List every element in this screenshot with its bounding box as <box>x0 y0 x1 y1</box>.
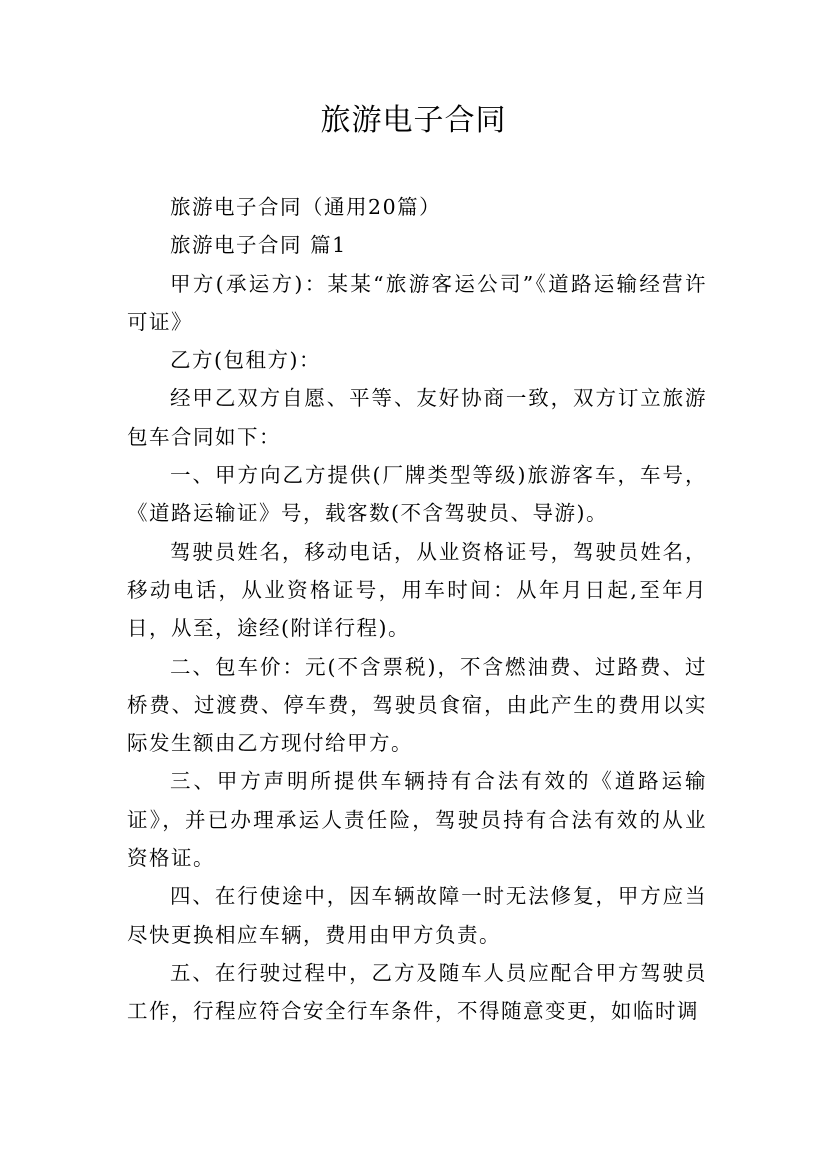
paragraph-party-b: 乙方(包租方)： <box>170 348 322 373</box>
paragraph-party-a: 甲方(承运方)：某某“旅游客运公司”《道路运输经营许可证》 <box>127 271 707 334</box>
document-body <box>127 188 707 1031</box>
paragraph-clause-3: 三、甲方声明所提供车辆持有合法有效的《道路运输证》，并已办理承运人责任险，驾驶员持有合法有效的从业资格证。 <box>127 769 707 871</box>
paragraph-clause-5: 五、在行驶过程中，乙方及随车人员应配合甲方驾驶员工作，行程应符合安全行车条件，不得随意变更，如临时调 <box>127 960 707 1024</box>
paragraph-clause-1: 一、甲方向乙方提供(厂牌类型等级)旅游客车，车号，《道路运输证》号，载客数(不含驾驶员、导游)。 <box>127 463 707 526</box>
document-title: 旅游电子合同 <box>320 103 507 138</box>
paragraph-clause-2: 二、包车价：元(不含票税)，不含燃油费、过路费、过桥费、过渡费、停车费，驾驶员食宿，由此产生的费用以实际发生额由乙方现付给甲方。 <box>127 654 707 756</box>
paragraph-section-label: 旅游电子合同 篇1 <box>170 233 347 258</box>
paragraph-agreement: 经甲乙双方自愿、平等、友好协商一致，双方订立旅游包车合同如下： <box>127 386 707 449</box>
paragraph-clause-4: 四、在行使途中，因车辆故障一时无法修复，甲方应当尽快更换相应车辆，费用由甲方负责。 <box>127 884 707 947</box>
paragraph-heading: 旅游电子合同（通用20篇） <box>170 195 442 219</box>
paragraph-driver-info: 驾驶员姓名，移动电话，从业资格证号，驾驶员姓名，移动电话，从业资格证号，用车时间：从年月日起,至年月日，从至，途经(附详行程)。 <box>127 539 707 641</box>
